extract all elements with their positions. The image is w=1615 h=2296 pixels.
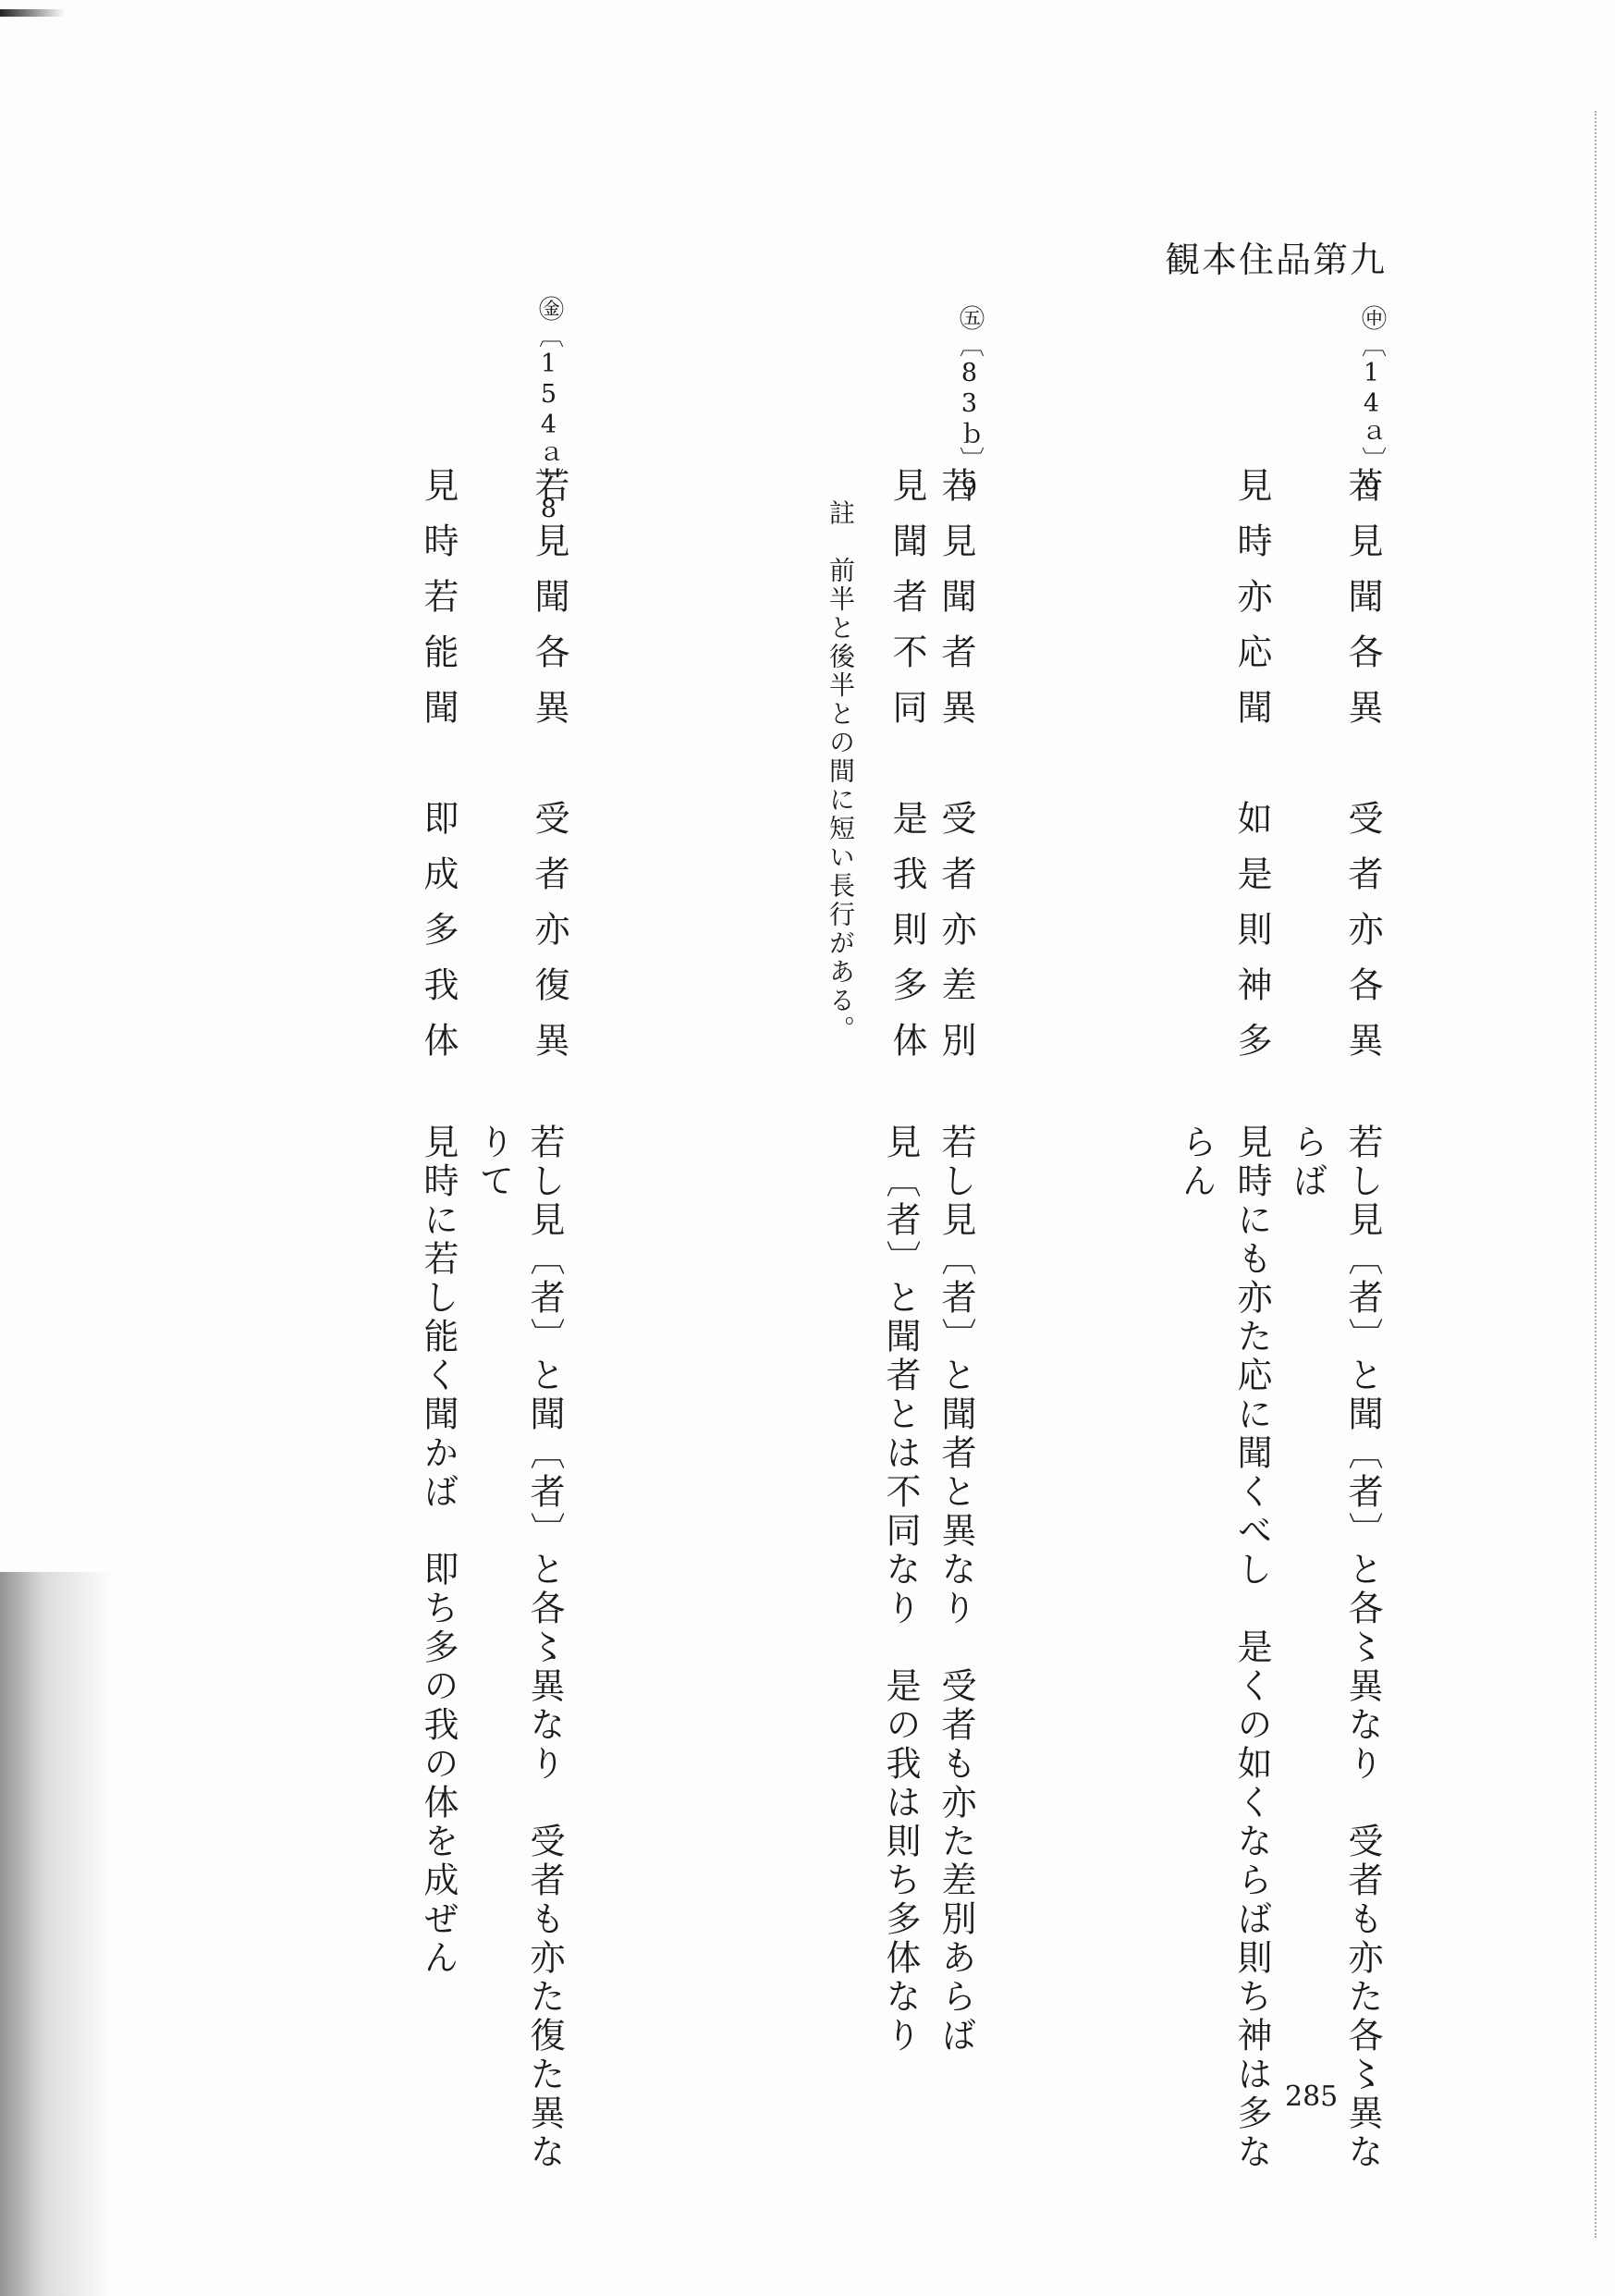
section-1-translation-line-4: らん	[1176, 1123, 1217, 1201]
section-2-verse-line-1: 若見聞者異 受者亦差別	[936, 467, 976, 1077]
section-2-verse-line-2: 見聞者不同 是我則多体	[887, 467, 927, 1077]
section-1-translation-line-3: 見時にも亦た応に聞くべし 是くの如くならば則ち神は多な	[1231, 1123, 1272, 2172]
scan-shadow	[0, 1572, 111, 2296]
section-1-ref: ㊥〔14ａ〕9	[1357, 305, 1386, 504]
section-2-translation-line-2: 見〔者〕と聞者とは不同なり 是の我は則ち多体なり	[880, 1123, 921, 2056]
section-1-verse-line-2: 見時亦応聞 如是則神多	[1231, 467, 1272, 1077]
section-3-ref: ㊎〔154ａ〕8	[534, 296, 563, 525]
scan-edge-mark	[0, 9, 65, 17]
scan-right-edge	[1593, 111, 1597, 2238]
section-1-translation-line-1: 若し見〔者〕と聞〔者〕と各〻異なり 受者も亦た各〻異な	[1342, 1123, 1383, 2172]
section-1-verse-line-1: 若見聞各異 受者亦各異	[1342, 467, 1383, 1077]
section-2-translation-line-1: 若し見〔者〕と聞者と異なり 受者も亦た差別あらば	[936, 1123, 976, 2056]
section-2-ref: ㊄〔83ｂ〕9	[955, 305, 984, 504]
section-3-translation-line-1: 若し見〔者〕と聞〔者〕と各〻異なり 受者も亦た復た異な	[524, 1123, 565, 2172]
section-3-translation-line-3: 見時に若し能く聞かば 即ち多の我の体を成ぜん	[418, 1123, 459, 1978]
page-number: 285	[1285, 2081, 1339, 2113]
running-title: 観本住品第九	[1165, 239, 1388, 280]
section-3-verse-line-2: 見時若能聞 即成多我体	[418, 467, 459, 1077]
section-1-translation-line-2: らば	[1287, 1123, 1327, 1201]
section-3-translation-line-2: りて	[473, 1123, 514, 1201]
section-3-verse-line-1: 若見聞各異 受者亦復異	[529, 467, 569, 1077]
section-2-note: 註 前半と後半との間に短い長行がある。	[826, 499, 856, 1044]
